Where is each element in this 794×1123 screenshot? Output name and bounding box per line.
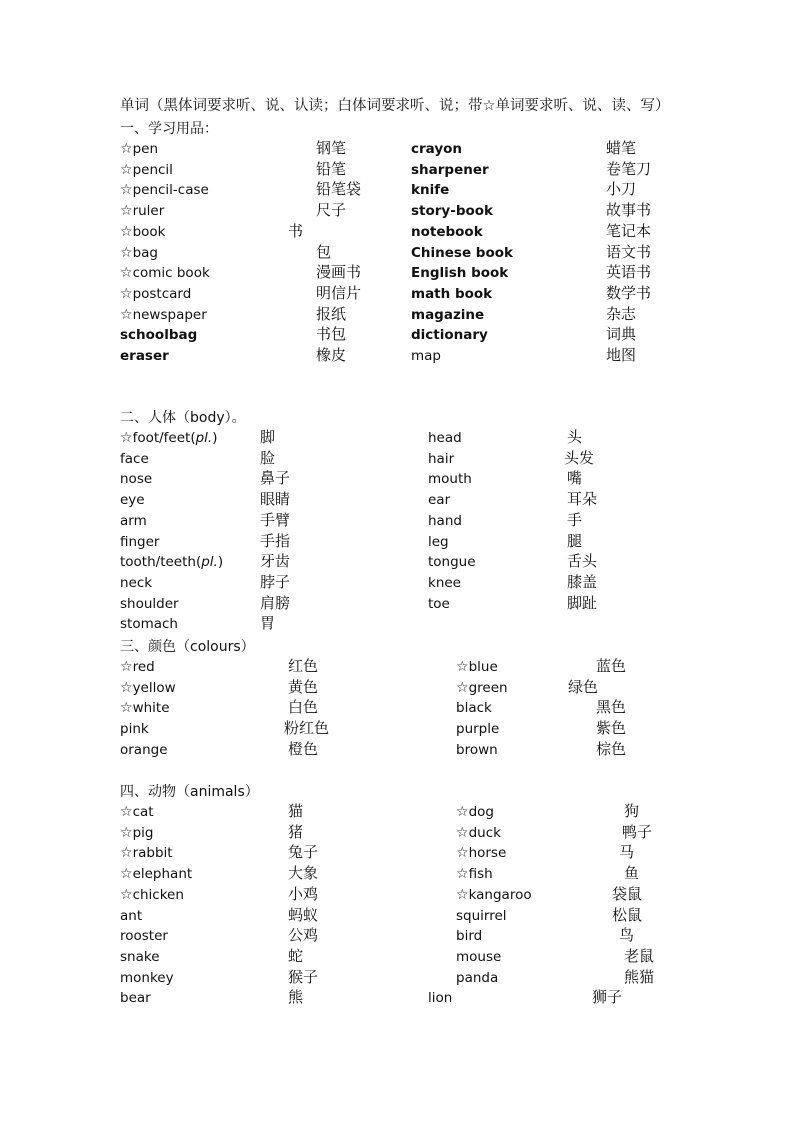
word-text: hair [428,450,455,467]
left-word-chinese: 手臂 [260,510,291,529]
right-word-chinese: 鱼 [624,864,640,883]
right-word-chinese: 脚趾 [567,593,598,612]
right-word-chinese: 头发 [564,448,595,467]
right-word-english [411,160,489,181]
star-icon: ☆ [120,659,133,675]
right-word-chinese: 狗 [624,802,640,820]
right-word-chinese: 鸟 [619,926,635,945]
star-icon: ☆ [120,223,133,240]
left-word-chinese: 眼睛 [260,490,291,509]
word-text: squirrel [456,907,507,924]
right-word-chinese: 数学书 [606,283,652,302]
right-word-chinese: 卷笔刀 [606,159,652,178]
word-suffix: ) [217,554,224,571]
star-icon: ☆ [120,430,133,446]
star-icon: ☆ [120,141,133,157]
right-word-english [411,305,484,326]
right-word-english [411,243,513,264]
right-word-chinese: 故事书 [606,201,652,220]
word-text: kangaroo [468,886,532,903]
right-word-english [411,222,483,243]
left-word-chinese: 公鸡 [288,926,319,945]
word-text: tongue [428,554,476,571]
left-word-chinese: 漫画书 [316,263,362,282]
word-text: English book [411,265,509,282]
right-word-chinese: 绿色 [568,677,599,696]
right-word-english [411,263,508,284]
right-word-english [428,594,450,615]
word-text: panda [456,969,499,986]
right-word-english [456,843,506,864]
left-word-chinese: 钢笔 [316,139,347,157]
right-word-chinese: 熊猫 [624,967,655,986]
right-word-english [428,428,462,449]
left-word-chinese: 肩膀 [260,593,291,612]
right-word-english [411,180,449,201]
word-text: cat [132,804,154,820]
left-word-chinese: 蚂蚁 [288,905,319,924]
word-text: bear [120,990,151,1007]
right-word-english [411,325,488,346]
word-text: ruler [132,203,165,220]
left-word-chinese: 书包 [316,325,347,344]
word-text: pencil [132,161,173,178]
word-text: snake [120,948,160,965]
word-text: pig [132,824,154,841]
plural-abbrev: pl. [201,554,218,571]
word-text: dog [468,804,494,820]
right-word-chinese: 腿 [567,531,583,550]
word-text: eye [120,492,145,509]
right-word-chinese: 蓝色 [596,657,627,675]
left-word-chinese: 包 [316,242,332,261]
left-word-english [120,511,147,532]
right-word-english [456,864,493,885]
word-text: chicken [132,886,184,903]
page-header: 单词（黑体词要求听、说、认读；白体词要求听、说；带☆单词要求听、说、读、写） [120,98,670,114]
word-text: mouse [456,948,502,965]
left-word-chinese: 胃 [260,614,276,633]
star-icon: ☆ [120,700,133,717]
left-word-chinese: 明信片 [316,283,362,302]
left-word-english [120,864,192,885]
left-word-english [120,573,152,594]
right-word-english [456,926,482,947]
word-text: yellow [132,679,176,696]
left-word-chinese: 报纸 [316,304,347,323]
word-text: hand [428,512,462,529]
word-text: book [132,223,166,240]
left-word-chinese: 兔子 [288,843,319,862]
word-text: shoulder [120,595,179,612]
left-word-english [120,947,160,968]
left-word-chinese: 白色 [288,698,319,717]
left-word-english [120,532,160,553]
right-word-english [428,988,452,1009]
left-word-chinese: 脖子 [260,572,291,591]
word-text: crayon [411,141,463,157]
left-word-english [120,305,207,326]
right-word-english [456,802,494,823]
left-word-chinese: 牙齿 [260,552,291,571]
star-icon: ☆ [120,265,133,282]
right-word-english [428,449,454,470]
left-word-english [120,698,170,719]
word-text: white [132,700,170,717]
word-text: mouth [428,471,472,488]
star-icon: ☆ [120,244,133,261]
right-word-english [456,678,508,699]
word-text: comic book [132,265,210,282]
left-word-english [120,657,155,678]
word-text: pencil-case [132,182,209,199]
left-word-english [120,823,153,844]
section-title: 二、人体（body）。 [120,410,246,426]
star-icon: ☆ [120,824,133,841]
star-icon: ☆ [456,845,469,862]
right-word-english [456,968,498,989]
right-word-chinese: 耳朵 [567,490,598,509]
left-word-chinese: 猴子 [288,967,319,986]
word-text: black [456,700,492,717]
left-word-chinese: 黄色 [288,677,319,696]
star-icon: ☆ [120,679,133,696]
right-word-english [411,201,493,222]
word-text: knee [428,574,461,591]
word-text: rabbit [132,845,173,862]
right-word-chinese: 棕色 [596,739,627,758]
left-word-english [120,740,168,761]
plural-abbrev: pl. [195,430,213,446]
right-word-chinese: 语文书 [606,242,652,261]
star-icon: ☆ [120,285,133,302]
left-word-english [120,346,169,367]
word-text: toe [428,595,450,612]
right-word-chinese: 地图 [606,346,637,364]
right-word-chinese: 马 [619,843,635,862]
star-icon: ☆ [120,866,133,883]
left-word-english [120,490,145,511]
right-word-chinese: 手 [567,510,583,529]
right-word-chinese: 老鼠 [624,946,655,965]
right-word-english [411,346,441,367]
word-text: ear [428,492,451,509]
left-word-english [120,160,173,181]
right-word-english [411,284,492,305]
right-word-english [456,698,492,719]
word-text: Chinese book [411,244,513,261]
right-word-chinese: 嘴 [567,469,583,488]
section-title: 一、学习用品： [120,121,218,137]
right-word-english [456,906,507,927]
left-word-chinese: 铅笔袋 [316,180,362,199]
word-text: elephant [132,866,193,883]
right-word-english [428,490,450,511]
left-word-english [120,449,149,470]
section-title: 四、动物（animals） [120,784,259,800]
left-word-chinese: 书 [288,221,304,240]
word-text: horse [468,845,507,862]
star-icon: ☆ [120,161,133,178]
star-icon: ☆ [120,182,133,199]
right-word-chinese: 舌头 [567,552,598,571]
right-word-english [428,469,472,490]
word-text: ant [120,907,143,924]
left-word-english [120,678,176,699]
right-word-english [428,552,476,573]
left-word-chinese: 脚 [260,428,276,446]
word-text: nose [120,471,153,488]
word-text: orange [120,741,168,758]
right-word-chinese: 鸭子 [622,822,653,841]
left-word-chinese: 鼻子 [260,469,291,488]
word-text: math book [411,285,493,302]
word-text: tooth/teeth( [120,554,202,571]
word-text: schoolbag [120,327,198,344]
right-word-chinese: 蜡笔 [606,139,637,157]
left-word-chinese: 铅笔 [316,159,347,178]
right-word-english [456,719,499,740]
left-word-chinese: 猫 [288,802,304,820]
left-word-english [120,906,142,927]
star-icon: ☆ [456,886,469,903]
left-word-chinese: 小鸡 [288,884,319,903]
word-text: magazine [411,306,485,323]
word-text: stomach [120,616,178,633]
word-text: finger [120,533,160,550]
right-word-english [428,532,449,553]
word-text: rooster [120,928,168,945]
right-word-chinese: 松鼠 [612,905,643,924]
left-word-english [120,552,223,573]
word-text: neck [120,574,153,591]
word-text: eraser [120,348,169,364]
left-word-chinese: 熊 [288,988,304,1007]
left-word-chinese: 粉红色 [284,719,330,738]
left-word-english [120,614,178,635]
section-title: 三、颜色（colours） [120,639,255,655]
star-icon: ☆ [120,203,133,220]
right-word-chinese: 袋鼠 [612,884,643,903]
right-word-english [456,885,532,906]
right-word-chinese: 头 [567,428,583,446]
left-word-english [120,968,174,989]
word-text: head [428,430,462,446]
star-icon: ☆ [456,866,469,883]
star-icon: ☆ [456,804,469,820]
right-word-english [428,511,462,532]
star-icon: ☆ [456,659,469,675]
left-word-english [120,885,184,906]
word-text: blue [468,659,498,675]
left-word-english [120,719,149,740]
word-text: duck [468,824,501,841]
left-word-english [120,222,165,243]
right-word-english [456,823,501,844]
word-text: face [120,450,149,467]
word-text: map [411,348,441,364]
right-word-chinese: 笔记本 [606,221,652,240]
word-text: pink [120,721,149,738]
right-word-english [456,740,498,761]
word-suffix: ) [212,430,218,446]
word-text: fish [468,866,493,883]
left-word-chinese: 蛇 [288,946,304,965]
left-word-english [120,139,158,160]
left-word-chinese: 手指 [260,531,291,550]
right-word-english [428,573,461,594]
left-word-english [120,243,158,264]
left-word-chinese: 橙色 [288,739,319,758]
left-word-english [120,594,179,615]
left-word-english [120,180,209,201]
word-text: bird [456,928,483,945]
right-word-chinese: 膝盖 [567,572,598,591]
left-word-english [120,988,151,1009]
right-word-chinese: 小刀 [606,180,637,199]
right-word-chinese: 杂志 [606,304,637,323]
word-text: red [132,659,155,675]
star-icon: ☆ [120,845,133,862]
right-word-chinese: 词典 [606,325,637,344]
left-word-english [120,802,154,823]
word-text: arm [120,512,147,529]
left-word-chinese: 红色 [288,657,319,675]
star-icon: ☆ [120,886,133,903]
right-word-chinese: 黑色 [596,698,627,717]
left-word-chinese: 脸 [260,448,276,467]
star-icon: ☆ [120,306,133,323]
star-icon: ☆ [456,679,469,696]
left-word-chinese: 橡皮 [316,346,347,364]
word-text: leg [428,533,449,550]
left-word-english [120,428,218,449]
word-text: green [468,679,508,696]
left-word-english [120,469,152,490]
star-icon: ☆ [120,804,133,820]
word-text: monkey [120,969,174,986]
word-text: purple [456,721,500,738]
left-word-english [120,284,191,305]
word-text: lion [428,990,453,1007]
right-word-chinese: 英语书 [606,263,652,282]
word-text: postcard [132,285,192,302]
word-text: sharpener [411,161,489,178]
word-text: brown [456,741,498,758]
right-word-english [456,947,501,968]
left-word-chinese: 尺子 [316,201,347,220]
left-word-chinese: 大象 [288,864,319,883]
left-word-english [120,926,168,947]
left-word-english [120,263,210,284]
word-text: dictionary [411,327,488,344]
right-word-english [411,139,462,160]
right-word-english [456,657,498,678]
word-text: newspaper [132,306,207,323]
word-text: pen [132,141,158,157]
word-text: bag [132,244,158,261]
right-word-chinese: 紫色 [596,719,627,738]
word-text: story-book [411,203,494,220]
word-text: foot/feet( [132,430,196,446]
word-text: notebook [411,223,483,240]
left-word-english [120,843,173,864]
left-word-english [120,201,164,222]
left-word-chinese: 猪 [288,822,304,841]
star-icon: ☆ [456,824,469,841]
left-word-english [120,325,197,346]
word-text: knife [411,182,450,199]
right-word-chinese: 狮子 [592,988,623,1007]
